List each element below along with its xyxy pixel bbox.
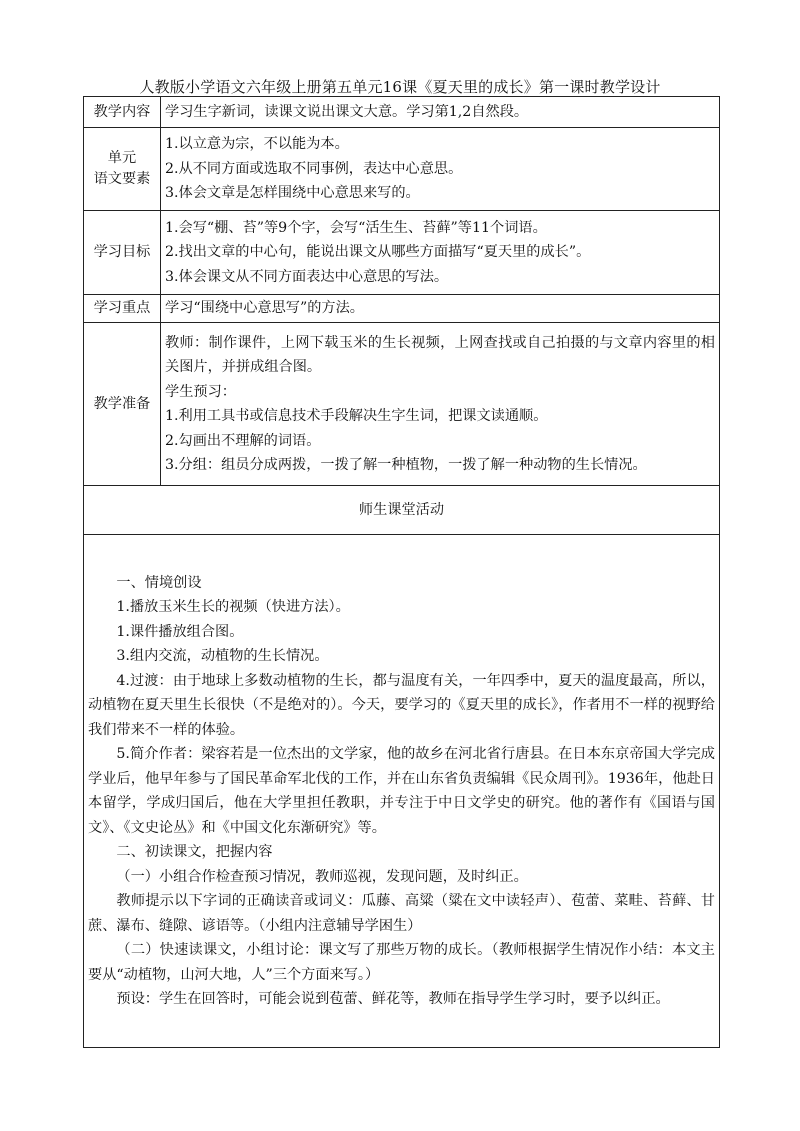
row-teaching-content — [84, 97, 720, 128]
activity-paragraph: 1.课件播放组合图。 — [116, 623, 244, 640]
row-activity-body — [84, 535, 720, 1048]
label-unit-elements-line2: 语文要素 — [93, 171, 151, 187]
activity-paragraph: 3.组内交流，动植物的生长情况。 — [116, 648, 329, 664]
student-prep-item: 1.利用工具书或信息技术手段解决生字生词，把课文读通顺。 — [165, 408, 548, 424]
row-unit-elements — [84, 128, 720, 211]
student-prep-item: 3.分组：组员分成两拨，一拨了解一种植物，一拨了解一种动物的生长情况。 — [165, 457, 647, 473]
lesson-plan-table — [83, 96, 720, 1048]
activity-paragraph: 预设：学生在回答时，可能会说到苞蕾、鲜花等，教师在指导学生学习时，要予以纠正。 — [116, 991, 670, 1007]
activity-paragraph: （一）小组合作检查预习情况，教师巡视，发现问题，及时纠正。 — [116, 868, 528, 885]
activity-paragraph: 教师提示以下字词的正确读音或词义：瓜藤、高粱（粱在文中读轻声）、苞蕾、菜畦、苔藓、甘蔗、瀑布、缝隙、谚语等。（小组内注意辅导学困生） — [88, 893, 715, 934]
label-teaching-prep: 教学准备 — [84, 323, 161, 486]
section-heading: 二、初读课文，把握内容 — [116, 844, 273, 860]
section-heading: 一、情境创设 — [116, 574, 202, 591]
row-learning-focus — [84, 295, 720, 323]
teaching-content-text: 学习生字新词，读课文说出课文大意。学习第1,2自然段。 — [161, 97, 720, 128]
learning-goals-list — [161, 211, 720, 295]
label-unit-elements — [84, 128, 161, 211]
learning-goal-item: 2.找出文章的中心句，能说出课文从哪些方面描写“夏天里的成长”。 — [165, 244, 591, 261]
label-teaching-content: 教学内容 — [84, 97, 161, 128]
activity-paragraph: （二）快速读课文，小组讨论：课文写了那些万物的成长。（教师根据学生情况作小结：本文主要从“动植物，山河大地，人”三个方面来写。） — [88, 942, 715, 983]
student-prep-item: 2.勾画出不理解的词语。 — [165, 432, 321, 449]
row-teaching-prep — [84, 323, 720, 486]
teaching-prep-content — [161, 323, 720, 486]
student-prep-title: 学生预习： — [165, 383, 236, 400]
unit-element-item: 1.以立意为宗，不以能为本。 — [165, 136, 349, 153]
learning-goal-item: 1.会写“棚、苔”等9个字，会写“活生生、苔藓”等11个词语。 — [165, 219, 547, 236]
learning-focus-text: 学习“围绕中心意思写”的方法。 — [161, 295, 720, 323]
row-activity-header — [84, 486, 720, 535]
row-learning-goals — [84, 211, 720, 295]
activity-paragraph: 1.播放玉米生长的视频（快进方法）。 — [116, 599, 350, 615]
unit-element-item: 3.体会文章是怎样围绕中心意思来写的。 — [165, 185, 420, 202]
page-title: 人教版小学语文六年级上册第五单元16课《夏天里的成长》第一课时教学设计 — [139, 78, 661, 96]
activity-body — [84, 535, 720, 1048]
label-unit-elements-line1: 单元 — [107, 150, 137, 166]
learning-goal-item: 3.体会课文从不同方面表达中心意思的写法。 — [165, 268, 449, 285]
label-learning-goals: 学习目标 — [84, 211, 161, 295]
unit-element-item: 2.从不同方面或选取不同事例，表达中心意思。 — [165, 160, 463, 177]
activity-header: 师生课堂活动 — [84, 486, 720, 535]
activity-paragraph: 5.简介作者：梁容若是一位杰出的文学家，他的故乡在河北省行唐县。在日本东京帝国大学完成学业后，他早年参与了国民革命军北伐的工作，并在山东省负责编辑《民众周刊》。1936年，他赴日本留学，学成归国后，他在大学里担任教职，并专注于中日文学史的研究。他的著作有《国语与国文》、《文史论丛》和《中国文化东渐研究》等。 — [88, 746, 715, 836]
unit-elements-list — [161, 128, 720, 211]
label-learning-focus: 学习重点 — [84, 295, 161, 323]
activity-paragraph: 4.过渡：由于地球上多数动植物的生长，都与温度有关，一年四季中，夏天的温度最高，所以，动植物在夏天里生长很快（不是绝对的）。今天，要学习的《夏天里的成长》，作者用不一样的视野给我们带来不一样的体验。 — [88, 672, 715, 738]
teacher-prep-text: 教师：制作课件，上网下载玉米的生长视频，上网查找或自己拍摄的与文章内容里的相关图片，并拼成组合图。 — [165, 334, 715, 375]
